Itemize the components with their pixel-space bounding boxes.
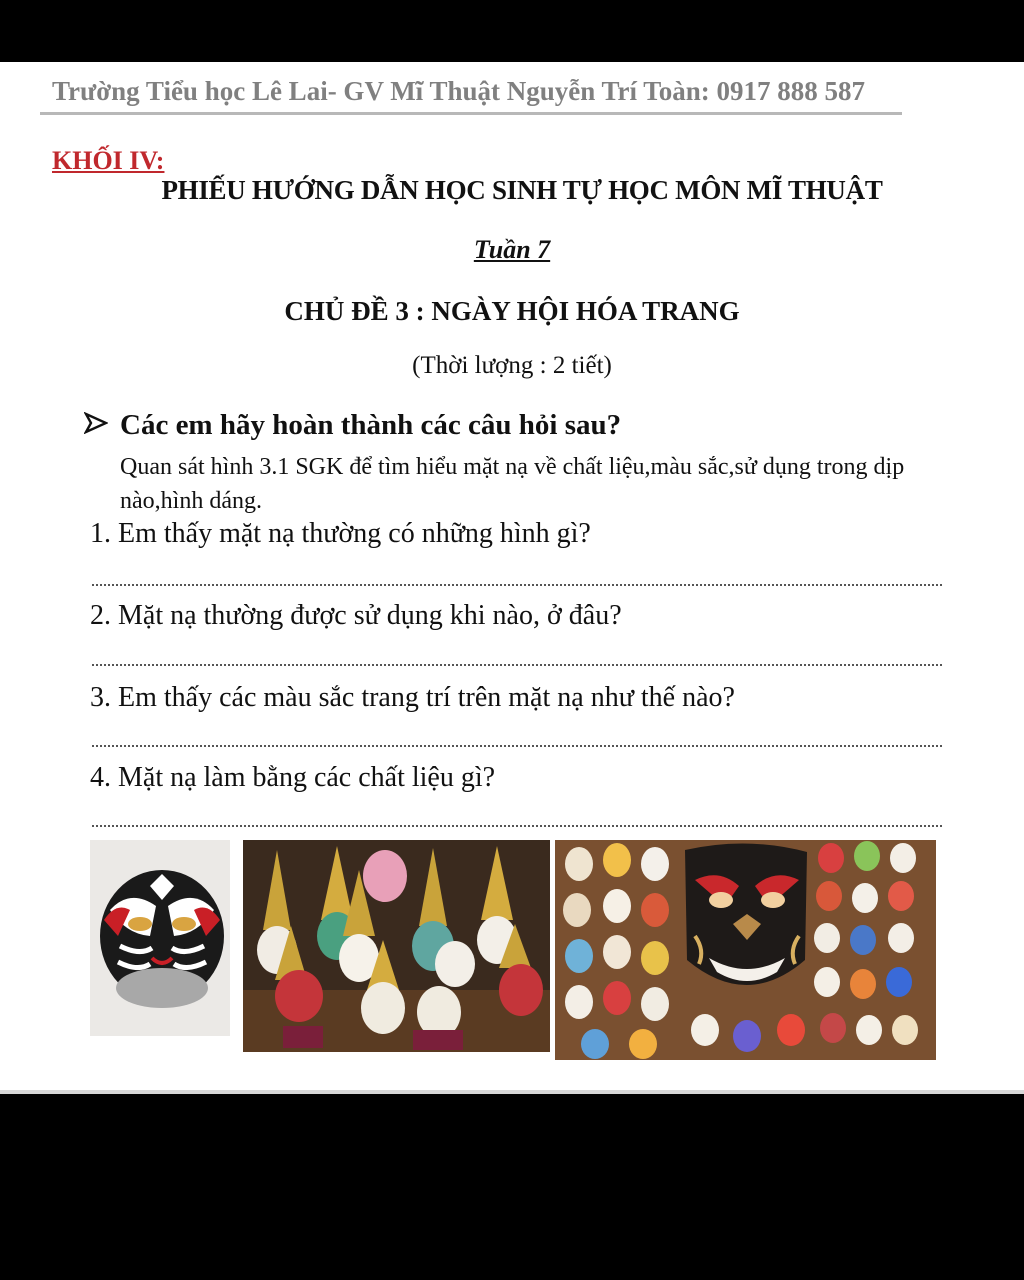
header-divider <box>40 112 902 115</box>
opera-mask-image <box>90 840 230 1036</box>
mask-wall-image <box>555 840 936 1060</box>
answer-line-2[interactable] <box>92 664 942 666</box>
answer-line-4[interactable] <box>92 825 942 827</box>
question-4: 4. Mặt nạ làm bằng các chất liệu gì? <box>90 762 496 793</box>
question-2: 2. Mặt nạ thường được sử dụng khi nào, ở đâu? <box>90 600 622 631</box>
school-header: Trường Tiểu học Lê Lai- GV Mĩ Thuật Nguyễn Trí Toàn: 0917 888 587 <box>52 76 866 106</box>
instruction-text: Các em hãy hoàn thành các câu hỏi sau? <box>120 409 622 441</box>
topic-title: CHỦ ĐỀ 3 : NGÀY HỘI HÓA TRANG <box>284 296 740 326</box>
intro-paragraph: Quan sát hình 3.1 SGK để tìm hiểu mặt nạ về chất liệu,màu sắc,sử dụng trong dịp nào,hình dáng. <box>120 454 905 514</box>
duration-label: (Thời lượng : 2 tiết) <box>412 352 612 379</box>
grade-label: KHỐI IV: <box>52 146 165 175</box>
worksheet-title: PHIẾU HƯỚNG DẪN HỌC SINH TỰ HỌC MÔN MĨ THUẬT <box>161 175 883 205</box>
question-3: 3. Em thấy các màu sắc trang trí trên mặt nạ như thế nào? <box>90 682 735 713</box>
page-bottom-edge <box>0 1090 1024 1094</box>
crowned-masks-image <box>243 840 550 1052</box>
worksheet-page <box>0 62 1024 1094</box>
question-1: 1. Em thấy mặt nạ thường có những hình gì? <box>90 518 591 549</box>
instruction-bullet <box>84 409 621 442</box>
arrow-bullet-icon <box>84 409 120 442</box>
answer-line-1[interactable] <box>92 584 942 586</box>
answer-line-3[interactable] <box>92 745 942 747</box>
week-label: Tuần 7 <box>473 235 551 264</box>
